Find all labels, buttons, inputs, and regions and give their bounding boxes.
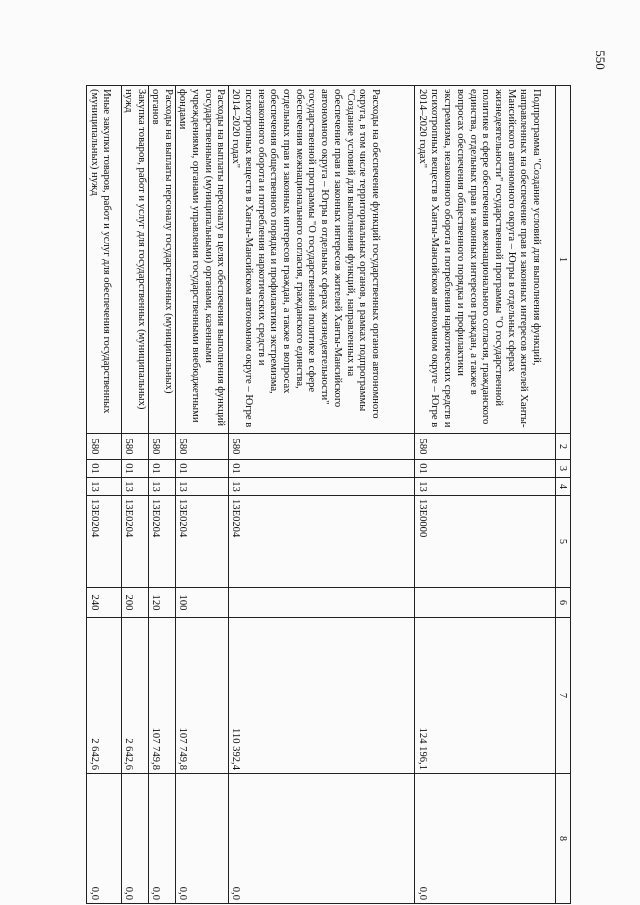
cell-ministry: 580 bbox=[121, 434, 148, 460]
col-header: 7 bbox=[555, 618, 570, 774]
budget-table bbox=[86, 85, 571, 904]
cell-amount: 107 749,8 bbox=[148, 618, 175, 774]
row-description: Расходы на обеспечение функций государственных органов автономного округа, в том числе территориальных органов, в рамках подпрограммы "Создание условий для выполнения функций, направленных на обеспечение прав и законных интересов жителей Ханты-Мансийского автономного округа – Югры в отдельных сферах жизнедеятельности" государственной программы "О государственной политике в сфере обеспечения межнационального согласия, гражданского единства, отдельных прав и законных интересов граждан, а также в вопросах обеспечения общественного порядка и профилактики экстремизма, незаконного оборота и потребления наркотических средств и психотропных веществ в Ханты-Мансийском автономном округе – Югре в 2014–2020 годах" bbox=[228, 86, 415, 434]
cell-amount-2: 0,0 bbox=[148, 774, 175, 904]
row-description: Расходы на выплаты персоналу государственных (муниципальных) органов bbox=[148, 86, 175, 434]
cell-ministry: 580 bbox=[415, 434, 556, 460]
row-description: Расходы на выплаты персоналу в целях обеспечения выполнения функций государственными (муниципальными) органами, казенными учреждениями, органами управления государственными внебюджетными фондами bbox=[175, 86, 228, 434]
table-row bbox=[148, 86, 175, 904]
cell-expense-type: 240 bbox=[87, 588, 122, 618]
col-header: 1 bbox=[555, 86, 570, 434]
cell-amount-2: 0,0 bbox=[175, 774, 228, 904]
table-row bbox=[87, 86, 122, 904]
cell-target-article: 13Е0204 bbox=[175, 496, 228, 588]
cell-subsection: 13 bbox=[121, 478, 148, 496]
cell-amount: 110 392,4 bbox=[228, 618, 415, 774]
page-number: 550 bbox=[593, 50, 608, 70]
cell-expense-type: 100 bbox=[175, 588, 228, 618]
cell-target-article: 13Е0204 bbox=[87, 496, 122, 588]
cell-subsection: 13 bbox=[415, 478, 556, 496]
cell-section: 01 bbox=[87, 460, 122, 478]
table-row bbox=[415, 86, 556, 904]
col-header: 5 bbox=[555, 496, 570, 588]
cell-subsection: 13 bbox=[228, 478, 415, 496]
table-row bbox=[175, 86, 228, 904]
cell-expense-type: 120 bbox=[148, 588, 175, 618]
cell-section: 01 bbox=[175, 460, 228, 478]
cell-ministry: 580 bbox=[148, 434, 175, 460]
table-row bbox=[121, 86, 148, 904]
cell-target-article: 13Е0204 bbox=[228, 496, 415, 588]
cell-section: 01 bbox=[121, 460, 148, 478]
cell-subsection: 13 bbox=[87, 478, 122, 496]
cell-target-article: 13Е0204 bbox=[148, 496, 175, 588]
cell-target-article: 13Е0000 bbox=[415, 496, 556, 588]
cell-expense-type bbox=[228, 588, 415, 618]
cell-amount: 107 749,8 bbox=[175, 618, 228, 774]
cell-subsection: 13 bbox=[175, 478, 228, 496]
row-description: Подпрограмма "Создание условий для выполнения функций, направленных на обеспечение прав и законных интересов жителей Ханты-Мансийского автономного округа – Югры в отдельных сферах жизнедеятельности" государственной программы "О государственной политике в сфере обеспечения межнационального согласия, гражданского единства, отдельных прав и законных интересов граждан, а также в вопросах обеспечения общественного порядка и профилактики экстремизма, незаконного оборота и потребления наркотических средств и психотропных веществ в Ханты-Мансийском автономном округе – Югре в 2014–2020 годах" bbox=[415, 86, 556, 434]
cell-section: 01 bbox=[148, 460, 175, 478]
col-header: 4 bbox=[555, 478, 570, 496]
cell-amount: 124 196,1 bbox=[415, 618, 556, 774]
col-header: 6 bbox=[555, 588, 570, 618]
cell-expense-type: 200 bbox=[121, 588, 148, 618]
cell-ministry: 580 bbox=[175, 434, 228, 460]
cell-amount: 2 642,6 bbox=[121, 618, 148, 774]
cell-amount-2: 0,0 bbox=[415, 774, 556, 904]
cell-section: 01 bbox=[415, 460, 556, 478]
cell-ministry: 580 bbox=[228, 434, 415, 460]
cell-target-article: 13Е0204 bbox=[121, 496, 148, 588]
col-header: 8 bbox=[555, 774, 570, 904]
col-header: 2 bbox=[555, 434, 570, 460]
col-header: 3 bbox=[555, 460, 570, 478]
cell-amount-2: 0,0 bbox=[228, 774, 415, 904]
row-description: Закупка товаров, работ и услуг для государственных (муниципальных) нужд bbox=[121, 86, 148, 434]
rotated-table-wrapper bbox=[86, 85, 571, 903]
cell-amount-2: 0,0 bbox=[87, 774, 122, 904]
row-description: Иные закупки товаров, работ и услуг для обеспечения государственных (муниципальных) нужд bbox=[87, 86, 122, 434]
cell-amount-2: 0,0 bbox=[121, 774, 148, 904]
cell-amount: 2 642,6 bbox=[87, 618, 122, 774]
table-row bbox=[228, 86, 415, 904]
cell-expense-type bbox=[415, 588, 556, 618]
cell-subsection: 13 bbox=[148, 478, 175, 496]
cell-section: 01 bbox=[228, 460, 415, 478]
cell-ministry: 580 bbox=[87, 434, 122, 460]
header-row bbox=[555, 86, 570, 904]
